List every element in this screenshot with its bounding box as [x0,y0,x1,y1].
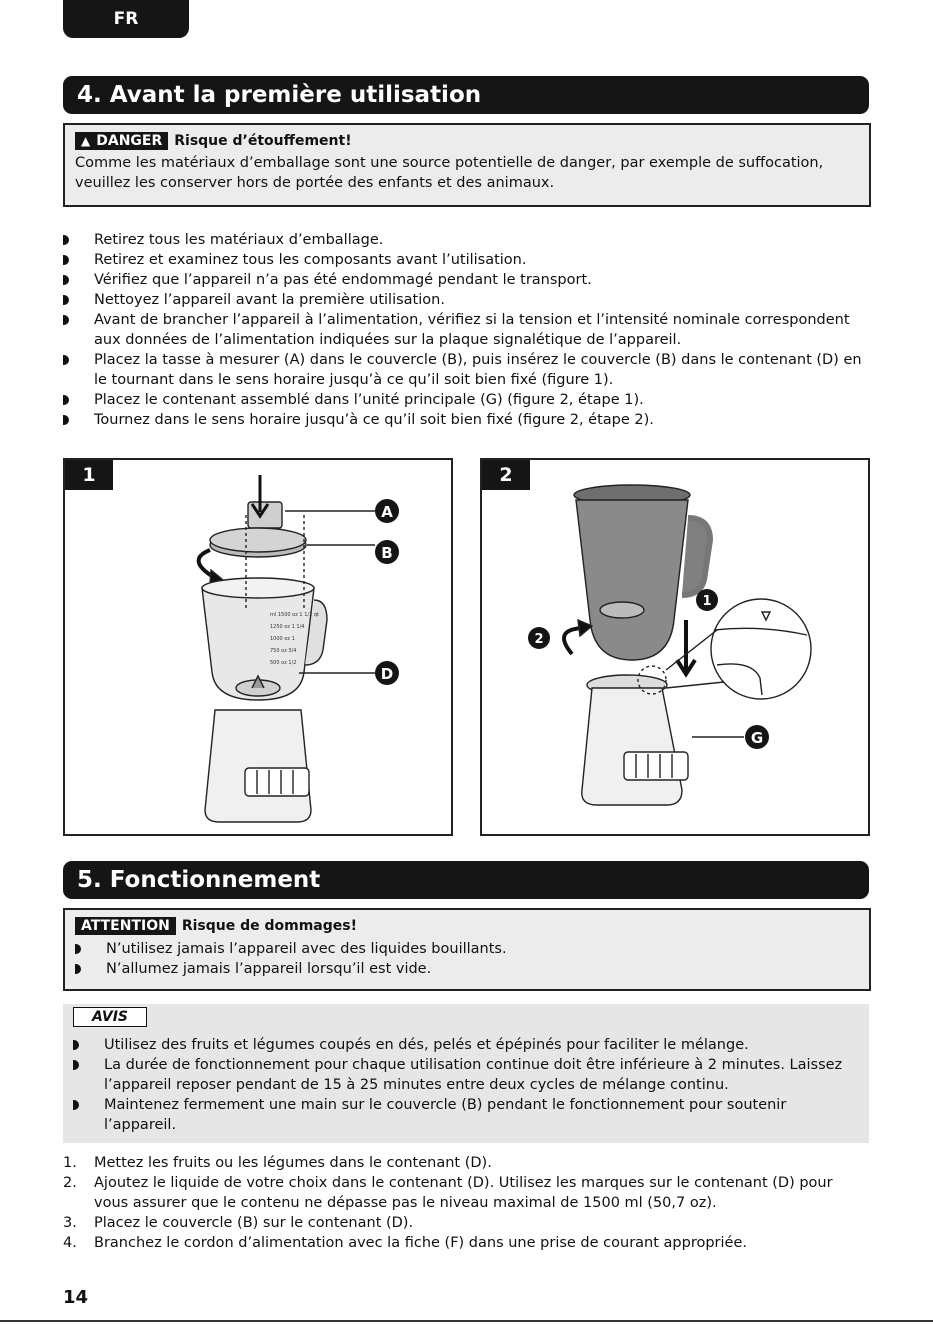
list-item-text: Tournez dans le sens horaire jusqu’à ce qu’il soit bien fixé (figure 2, étape 2). [94,412,654,428]
list-item [63,250,871,270]
bullet-icon [63,395,69,405]
step-item [63,1153,871,1173]
step-1-badge [696,589,718,611]
attention-tag: ATTENTION [75,917,176,935]
list-item-text: Utilisez des fruits et légumes coupés en dés, pelés et épépinés pour faciliter le mélange. [104,1037,749,1053]
base-shape [205,710,311,822]
jar-marking: ml 1500 oz 1 1/2 qt [270,612,319,618]
bullet-icon [63,275,69,285]
attention-heading: Risque de dommages! [181,918,357,934]
label-d: D [380,665,394,683]
base-shape [582,688,682,805]
list-item [73,1095,859,1135]
list-item-text: Placez le contenant assemblé dans l’unité principale (G) (figure 2, étape 1). [94,392,644,408]
label-g: G [750,729,764,747]
jar-marking: 1250 oz 1 1/4 [270,624,305,630]
blender-mount-illustration [482,460,868,834]
danger-tag [75,132,168,150]
bullet-icon [63,255,69,265]
jar-marking: 1000 oz 1 [270,636,295,642]
danger-text: Comme les matériaux d’emballage sont une source potentielle de danger, par exemple de suffocation, veuillez les conserver hors de portée des enfants et des animaux. [75,155,824,191]
list-item-text: N’utilisez jamais l’appareil avec des liquides bouillants. [106,941,507,957]
avis-box [63,1004,869,1143]
bullet-icon [63,315,69,325]
attention-header [75,916,859,936]
list-item [75,939,859,959]
label-g-badge [745,725,769,749]
danger-header [75,131,859,151]
danger-heading: Risque d’étouffement! [174,133,352,149]
jar-marking: 750 oz 3/4 [270,648,297,654]
step-1-label: 1 [702,594,712,609]
down-arrow-icon [252,475,268,516]
bullet-icon [75,964,81,974]
list-item [63,270,871,290]
avis-label: AVIS [73,1007,147,1027]
blender-assembly-illustration [65,460,451,834]
list-item [63,290,871,310]
step-2-badge [528,627,550,649]
list-item [63,410,871,430]
bullet-icon [63,235,69,245]
list-item [73,1055,859,1095]
bullet-icon [73,1060,79,1070]
step-number: 3. [63,1215,77,1231]
label-d-badge [375,661,399,685]
step-text: Branchez le cordon d’alimentation avec la fiche (F) dans une prise de courant appropriée. [94,1235,747,1251]
list-item-text: Placez la tasse à mesurer (A) dans le couvercle (B), puis insérez le couvercle (B) dans le contenant (D) en le tournant dans le sens horaire jusqu’à ce qu’il soit bien fixé (figure 1). [94,352,862,388]
bullet-icon [73,1100,79,1110]
step-text: Ajoutez le liquide de votre choix dans le contenant (D). Utilisez les marques sur le contenant (D) pour vous assurer que le contenu ne dépasse pas le niveau maximal de 1500 ml (50,7 oz). [94,1175,833,1211]
bullet-icon [63,295,69,305]
step-2-label: 2 [534,632,544,647]
list-item-text: Nettoyez l’appareil avant la première utilisation. [94,292,445,308]
section-4-bullets [63,230,871,430]
label-a-badge [375,499,399,523]
list-item [75,959,859,979]
list-item-text: Vérifiez que l’appareil n’a pas été endommagé pendant le transport. [94,272,592,288]
list-item [63,310,871,350]
section-5-title: 5. Fonctionnement [63,861,869,899]
avis-bullets [73,1035,859,1135]
label-a: A [381,503,393,521]
figure-1-number: 1 [65,460,113,490]
list-item [63,230,871,250]
step-item [63,1213,871,1233]
section-4-title: 4. Avant la première utilisation [63,76,869,114]
list-item [63,350,871,390]
figure-2 [480,458,870,836]
danger-box [63,123,871,207]
jar-marking: 500 oz 1/2 [270,660,297,666]
down-arrow-icon [677,620,695,674]
bottom-divider [0,1320,933,1322]
list-item-text: Retirez tous les matériaux d’emballage. [94,232,384,248]
language-tab: FR [63,0,189,38]
bullet-icon [75,944,81,954]
list-item-text: La durée de fonctionnement pour chaque utilisation continue doit être inférieure à 2 minutes. Laissez l’appareil reposer pendant de 15 à 25 minutes entre deux cycles de mélange continu. [104,1057,843,1093]
list-item [73,1035,859,1055]
list-item-text: N’allumez jamais l’appareil lorsqu’il est vide. [106,961,432,977]
jar-shape [576,500,688,660]
attention-box [63,908,871,991]
step-number: 1. [63,1155,77,1171]
figure-2-number: 2 [482,460,530,490]
label-b: B [381,544,393,562]
step-item [63,1173,871,1213]
bullet-icon [73,1040,79,1050]
attention-bullets [75,939,859,979]
figure-1 [63,458,453,836]
list-item [63,390,871,410]
step-item [63,1233,871,1253]
list-item-text: Avant de brancher l’appareil à l’alimentation, vérifiez si la tension et l’intensité nominale correspondent aux données de l’alimentation indiquées sur la plaque signalétique de l’appareil. [94,312,850,348]
label-b-badge [375,540,399,564]
step-text: Placez le couvercle (B) sur le contenant (D). [94,1215,414,1231]
danger-tag-label: DANGER [96,133,163,149]
list-item-text: Maintenez fermement une main sur le couvercle (B) pendant le fonctionnement pour soutenir l’appareil. [104,1097,787,1133]
warning-triangle-icon: ▲ [81,134,91,148]
operation-steps [63,1153,871,1253]
page-number: 14 [63,1287,89,1308]
step-number: 2. [63,1175,77,1191]
bullet-icon [63,415,69,425]
step-text: Mettez les fruits ou les légumes dans le contenant (D). [94,1155,492,1171]
bullet-icon [63,355,69,365]
step-number: 4. [63,1235,77,1251]
list-item-text: Retirez et examinez tous les composants avant l’utilisation. [94,252,527,268]
